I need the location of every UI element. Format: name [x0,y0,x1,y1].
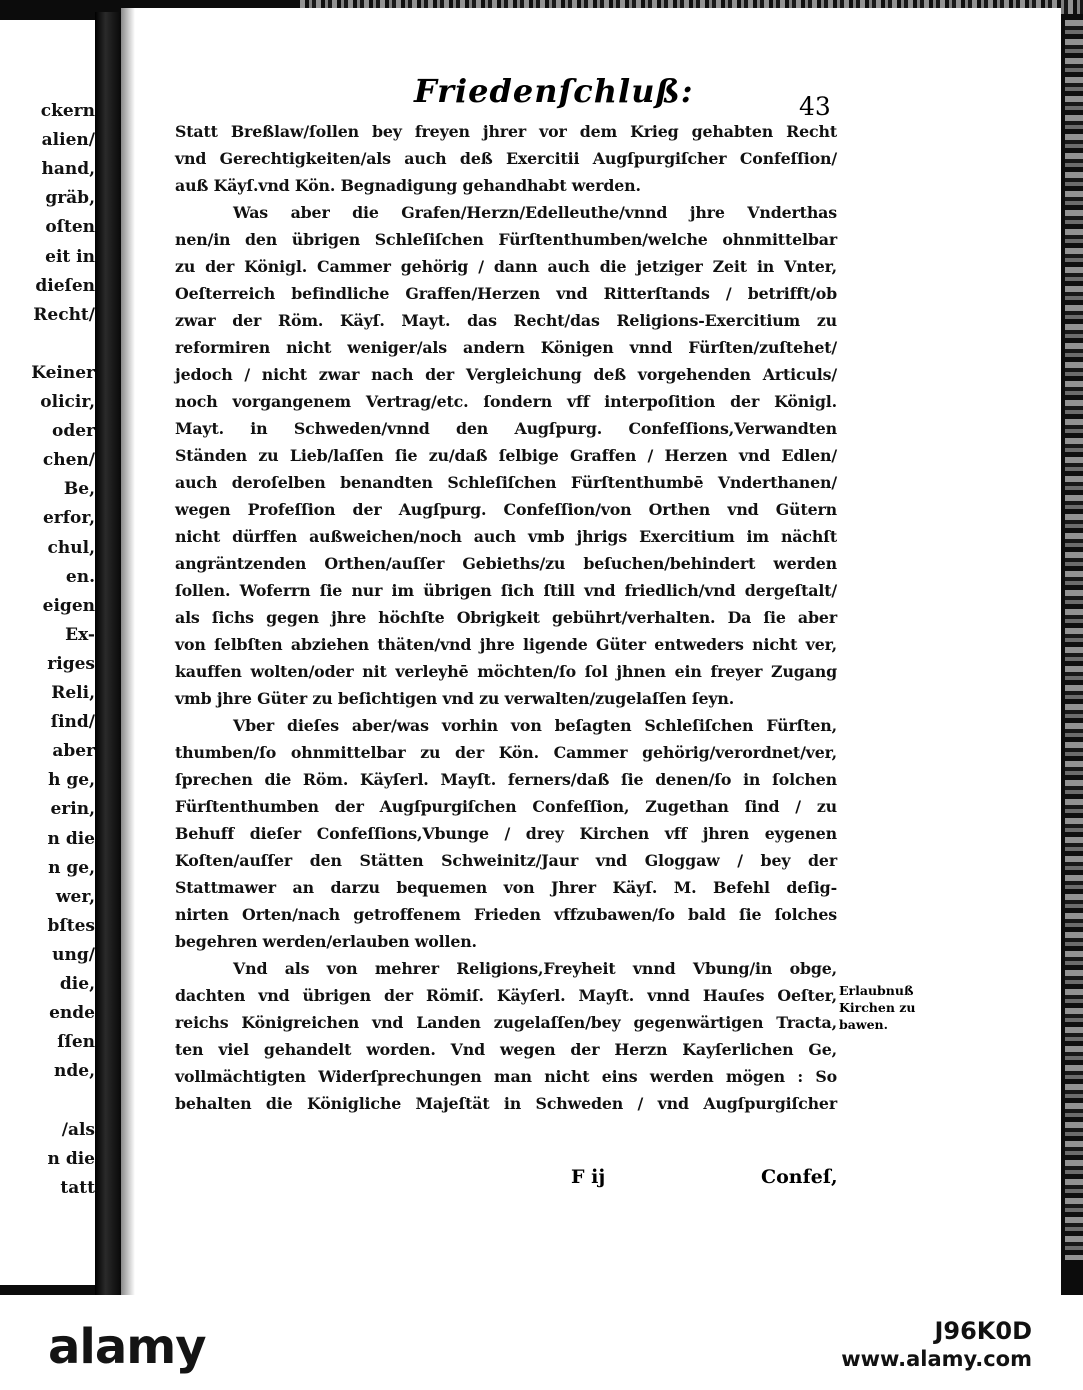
text-line: nen/in den übrigen Schleſiſchen Fürſtenthumben/welche ohnmittelbar [175,230,837,249]
book-gutter [95,12,121,1295]
left-page-fragment: Reli, [51,683,95,703]
watermark-logo: alamy [48,1319,206,1375]
left-page-fragment: aber [52,741,95,761]
left-page-fragment: eit in [45,247,95,267]
text-line: behalten die Königliche Majeſtät in Schweden / vnd Augſpurgiſcher [175,1094,837,1113]
left-page-fragment: Be, [63,479,95,499]
left-page-fragment: alien/ [41,130,95,150]
text-line: dachten vnd übrigen der Römiſ. Käyſerl. Mayſt. vnnd Hauſes Oeſter, [175,986,837,1005]
text-line: Fürſtenthumben der Augſpurgiſchen Confeſſion, Zugethan ſind / zu [175,797,837,816]
left-page-fragment: die, [59,974,95,994]
right-page [121,8,1061,1295]
text-line: Vnd als von mehrer Religions,Freyheit vnnd Vbung/in obge, [233,959,837,978]
left-page-fragment: n die [47,829,95,849]
left-page-fragment: bſtes [47,916,95,936]
left-page-fragment: eigen [42,596,95,616]
left-page-fragment: h ge, [48,770,95,790]
text-line: Vber dieſes aber/was vorhin von beſagten Schleſiſchen Fürſten, [233,716,837,735]
left-page-fragment: erfor, [42,508,95,528]
text-line: kauffen wolten/oder nit verleyhē möchten/ſo ſol jhnen ein freyer Zugang [175,662,837,681]
text-line: Koſten/auſſer den Stätten Schweinitz/Jaur vnd Gloggaw / bey der [175,851,837,870]
text-line: angräntzenden Orthen/auſſer Gebieths/zu beſuchen/behindert werden [175,554,837,573]
watermark-bar [0,1295,1083,1390]
left-page-fragment: oder [52,421,95,441]
marginal-note: Erlaubnuß Kirchen zu bawen. [839,983,916,1032]
text-line: Was aber die Grafen/Herzn/Edelleuthe/vnnd jhre Vnderthas [233,203,837,222]
text-line: als ſichs gegen jhre höchſte Obrigkeit gebührt/verhalten. Da ſie aber [175,608,837,627]
text-line: Mayt. in Schweden/vnnd den Augſpurg. Confeſſions,Verwandten [175,419,837,438]
watermark-image-id: J96K0D [934,1317,1032,1345]
text-line: Behuff dieſer Confeſſions,Vbunge / drey Kirchen vff jhren eygenen [175,824,837,843]
left-page-fragment: oſten [45,217,95,237]
text-line: auch deroſelben benandten Schleſiſchen Fürſtenthumbē Vnderthanen/ [175,473,837,492]
left-page-fragment: /als [61,1120,95,1140]
left-page-fragment: n ge, [48,858,95,878]
left-page-fragment: nde, [54,1061,95,1081]
text-line: vnd Gerechtigkeiten/als auch deß Exercitii Augſpurgiſcher Confeſſion/ [175,149,837,168]
left-page-fragment: ende [49,1003,95,1023]
left-page-fragment: dieſen [35,276,95,296]
running-head: Friedenſchluß: [414,72,694,110]
left-page-fragment: n die [47,1149,95,1169]
left-page-fragment: tatt [60,1178,95,1198]
catchword: Confeſ, [761,1166,838,1188]
left-page-fragment: erin, [50,799,95,819]
left-page-fragment: gräb, [45,188,95,208]
text-line: nirten Orten/nach getroffenem Frieden vffzubawen/ſo bald ſie ſolches [175,905,837,924]
text-line: vollmächtigten Widerſprechungen man nicht eins werden mögen : So [175,1067,837,1086]
text-line: Oeſterreich befindliche Graffen/Herzen vnd Ritterſtands / betrifft/ob [175,284,837,303]
left-page-fragment: en. [65,567,95,587]
text-line: Ständen zu Lieb/laſſen ſie zu/daß ſelbige Graffen / Herzen vnd Edlen/ [175,446,837,465]
text-line: vmb jhre Güter zu beſichtigen vnd zu verwalten/zugelaſſen ſeyn. [175,689,735,708]
text-line: zu der Königl. Cammer gehörig / dann auch die jetziger Zeit in Vnter, [175,257,837,276]
text-line: reichs Königreichen vnd Landen zugelaſſen/bey gegenwärtigen Tracta, [175,1013,837,1032]
left-page-fragment: olicir, [40,392,95,412]
left-page-fragment: riges [47,654,95,674]
left-page-fragment: ſind/ [50,712,95,732]
decorative-border-right [1065,20,1083,1260]
text-line: auß Käyſ.vnd Kön. Begnadigung gehandhabt werden. [175,176,641,195]
text-line: ſollen. Woferrn ſie nur im übrigen ſich ſtill vnd friedlich/vnd dergeſtalt/ [175,581,837,600]
text-line: Stattmawer an darzu bequemen von Jhrer Käyſ. M. Befehl deſig- [175,878,837,897]
left-page-fragment: ung/ [52,945,95,965]
text-line: ſprechen die Röm. Käyſerl. Mayſt. ferners/daß ſie denen/ſo in ſolchen [175,770,837,789]
text-line: zwar der Röm. Käyſ. Mayt. das Recht/das Religions-Exercitium zu [175,311,837,330]
left-page-fragment: chul, [47,538,95,558]
left-page-fragment: chen/ [42,450,95,470]
page-number: 43 [799,92,831,121]
left-page [0,20,95,1285]
left-page-fragment: wer, [55,887,95,907]
text-line: wegen Profeſſion der Augſpurg. Confeſſion/von Orthen vnd Gütern [175,500,837,519]
text-line: noch vorgangenem Vertrag/etc. ſondern vff interpoſition der Königl. [175,392,837,411]
left-page-fragment: Keiner [31,363,95,383]
signature-mark: F ij [571,1166,606,1188]
left-page-fragment: Recht/ [33,305,95,325]
text-line: von ſelbſten abziehen thäten/vnd jhre ligende Güter entweders nicht ver, [175,635,837,654]
text-line: begehren werden/erlauben wollen. [175,932,477,951]
left-page-fragment: ckern [40,101,95,121]
text-line: jedoch / nicht zwar nach der Vergleichung deß vorgehenden Articuls/ [175,365,837,384]
text-line: thumben/ſo ohnmittelbar zu der Kön. Cammer gehörig/verordnet/ver, [175,743,837,762]
text-line: reformiren nicht weniger/als andern Königen vnnd Fürſten/zuſtehet/ [175,338,837,357]
left-page-fragment: hand, [41,159,95,179]
text-line: nicht dürffen außweichen/noch auch vmb jhrigs Exercitium im nächſt [175,527,837,546]
text-line: ten viel gehandelt worden. Vnd wegen der Herzn Kayſerlichen Ge, [175,1040,837,1059]
watermark-url: www.alamy.com [841,1347,1032,1371]
left-page-fragment: Ex- [65,625,95,645]
text-line: Statt Breßlaw/ſollen bey freyen jhrer vor dem Krieg gehabten Recht [175,122,837,141]
left-page-fragment: ſſen [57,1032,95,1052]
